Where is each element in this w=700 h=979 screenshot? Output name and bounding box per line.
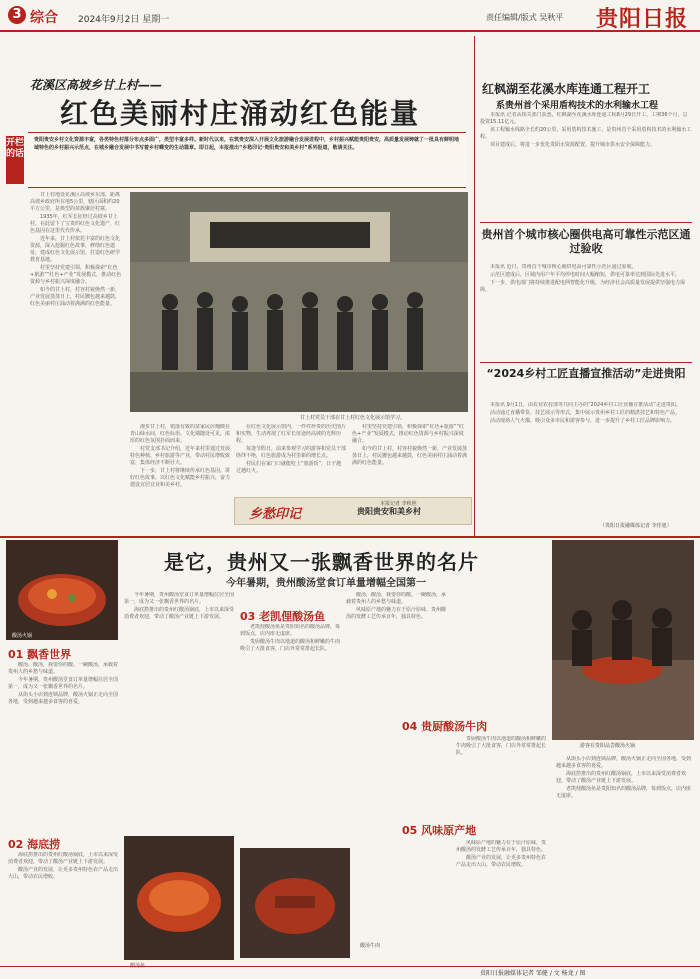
right-top-body: [480, 112, 692, 216]
main-photo-caption: 甘上村党员干部在甘上村红色文化展示馆学习。: [300, 415, 406, 421]
feature-item-03: [240, 608, 325, 624]
paragraph: 从街头小店到连锁品牌，酸汤火锅正走向全国各地，受到越来越多食客的喜爱。: [8, 692, 118, 705]
banner-subtitle: 贵阳贵安和美乡村: [357, 507, 421, 516]
column-divider: [474, 36, 475, 536]
item-number: 05: [402, 824, 418, 837]
feature-body-col5: [456, 736, 550, 796]
feature-item-02: [8, 836, 60, 852]
right-bottom-headline: “2024乡村工匠直播宣推活动”走进贵阳: [486, 367, 686, 380]
feature-caption-4: 游客在贵阳品尝酸汤火锅: [580, 743, 636, 749]
paragraph: 海底捞推出的贵州红酸汤锅底，上市以来深受消费者欢迎，带动了酸汤产业链上下游发展。: [8, 852, 118, 865]
paragraph: 活动现场人气火爆，吸引众多市民和游客参与，进一步提升了乡村工匠品牌影响力。: [490, 418, 676, 424]
main-body-col2: [130, 424, 230, 494]
feature-photo-hotpot: [6, 540, 118, 640]
section-name: 综合: [30, 10, 58, 26]
paragraph: 海底捞推出的贵州红酸汤锅底，上市以来深受消费者欢迎，带动了酸汤产业链上下游发展。: [124, 607, 234, 620]
paragraph: 该工程输水线路全长约20公里，采用盾构技术施工，是贵州首个采用盾构技术的水利输水工程。: [480, 127, 692, 140]
section-rule: [480, 362, 692, 363]
feature-body-col1b: [8, 852, 118, 962]
feature-body-col3: [240, 624, 340, 844]
feature-item-01: [8, 646, 71, 662]
main-headline: 红色美丽村庄涌动红色能量: [60, 97, 421, 130]
issue-date: 2024年9月2日 星期一: [78, 15, 170, 25]
banner-title: 乡愁印记: [249, 507, 302, 522]
right-mid-body: [480, 264, 692, 356]
series-banner: [234, 497, 472, 525]
paragraph: 如今的甘上村，村容村貌焕然一新，产业发展蒸蒸日上，村民腰包越来越鼓，红色美丽村庄涌动着满满的红色能量。: [30, 287, 121, 307]
item-title: 贵厨酸汤牛肉: [421, 720, 488, 733]
fish-photo-illustration: [124, 836, 234, 960]
paragraph: 在红色文化展示馆内，一件件珍贵的历史图片和实物，生动再现了红军长征途经高坡的光辉历程。: [236, 424, 346, 444]
paragraph: 甘上村地处花溪区高坡乡东部，距离高坡乡政府所在地5公里，辖区面积约20平方公里，是典型的苗族聚居村寨。: [30, 192, 121, 212]
main-byline: 本报记者 李秋艳: [380, 501, 417, 507]
paragraph: 酸汤产业的发展，让更多贵州特色农产品走出大山，带动农民增收。: [456, 855, 547, 868]
main-body-col3: [236, 424, 346, 494]
feature-caption-2: 酸汤鱼: [130, 963, 146, 969]
paragraph: 下一步，甘上村将继续传承红色基因，讲好红色故事，以红色文化赋能乡村振兴，奋力建设宜居宜业和美乡村。: [130, 468, 230, 488]
paragraph: 今年暑期，贵州酸汤堂食订单量增幅位居全国第一，成为又一张飘香世界的名片。: [8, 677, 118, 690]
item-title: 海底捞: [27, 838, 61, 851]
paragraph: 酸汤，酸汤，我要你的酸。一碗酸汤，承载着贵州人的乡愁与味道。: [346, 592, 447, 605]
village-photo-illustration: [130, 192, 468, 412]
paragraph: 本报讯 近日，贵州首个城市核心圈供电高可靠性示范区通过验收。: [490, 264, 637, 270]
feature-item-05: [402, 822, 476, 838]
paragraph: 贵厨酸汤牛肉以地道的酸汤和鲜嫩的牛肉吸引了大批食客，门店外常常排起长队。: [456, 736, 547, 756]
page-footer: [0, 966, 700, 979]
item-title: 风味原产地: [421, 824, 477, 837]
hotpot-photo-illustration: [6, 540, 118, 640]
paragraph: 下一步，供电部门将持续推进配电网智能化升级，为经济社会高质量发展提供坚强电力保障。: [480, 280, 686, 293]
item-number: 02: [8, 838, 24, 851]
right-bottom-byline: （贵阳日报融媒体记者 李佳旭）: [600, 523, 672, 529]
item-number: 01: [8, 648, 24, 661]
feature-body-col2: [124, 592, 234, 760]
editor-credit: 责任编辑/版式 吴秋平: [486, 13, 564, 22]
right-bottom-body: [480, 402, 692, 520]
main-photo: [130, 192, 468, 412]
paragraph: 今年暑期，贵州酸汤堂食订单量增幅位居全国第一，成为又一张飘香世界的名片。: [124, 592, 234, 605]
paragraph: 如今的甘上村，村容村貌焕然一新，产业发展蒸蒸日上，村民腰包越来越鼓，红色美丽村庄涌动着满满的红色能量。: [352, 446, 468, 466]
paragraph: 老凯俚酸汤鱼是贵阳知名的酸汤品牌，每到饭点，店内座无虚席。: [556, 786, 692, 799]
footer-credit: 贵阳日报融媒体记者 邹健 / 文 杨龙 / 图: [480, 970, 586, 977]
section-rule: [480, 222, 692, 223]
feature-body-col6: [456, 840, 550, 960]
feature-caption-1: 酸汤火锅: [12, 633, 33, 639]
diners-photo-illustration: [552, 540, 694, 740]
main-body-col4: [352, 424, 468, 494]
item-title: 老凯俚酸汤鱼: [259, 610, 326, 623]
main-body-col1: [30, 192, 124, 492]
paragraph: 本报讯 9月1日，由农业农村部等共同主办的“2024乡村工匠直播宣推活动”走进贵阳。: [490, 402, 681, 408]
paragraph: 酸汤产业的发展，让更多贵州特色农产品走出大山，带动农民增收。: [8, 867, 118, 880]
paragraph: 风味原产地的魅力在于原汁原味，贵州酸汤的发酵工艺传承百年，独具特色。: [456, 840, 547, 853]
paragraph: 从街头小店到连锁品牌，酸汤火锅正走向全国各地，受到越来越多食客的喜爱。: [556, 756, 692, 769]
paragraph: 老凯俚酸汤鱼是贵阳知名的酸汤品牌，每到饭点，店内座无虚席。: [240, 624, 340, 637]
main-kicker: 花溪区高坡乡甘上村——: [30, 78, 163, 92]
paragraph: 漫步甘上村，错落有致的苗家民居掩映在青山绿水间，红色标语、文化墙随处可见，浓厚的红色氛围扑面而来。: [130, 424, 230, 444]
feature-photo-beef: [240, 848, 350, 958]
paragraph: 项目建成后，将进一步优化贵阳水资源配置，提升城市供水安全保障能力。: [490, 142, 656, 148]
feature-item-04: [402, 718, 487, 734]
paragraph: 酸汤，酸汤，我要你的酸。一碗酸汤，承载着贵州人的乡愁与味道。: [8, 662, 118, 675]
intro-text: 贵阳贵安乡村文化资源丰富，各类特色村落分布点多面广，类型丰富多样。新时代以来，在筑贵安深入开展文化旅游融合发展进程中，乡村振兴赋能贵阳贵安，高质量发展铸就了一批具有鲜明地域特色的乡村振兴示范点，在城乡融合发展中书写着乡村蝶变的生动篇章。即日起，本报推出“乡愁印记·贵阳贵安和美乡村”系列报道，敬请关注。: [34, 137, 460, 151]
feature-body-col7: [556, 756, 694, 956]
paragraph: 1935年，红军长征经过高坡乡甘上村，在此留下了宝贵的红色文化遗产，红色基因在这里代代传承。: [30, 214, 121, 234]
intro-label: 开栏的话: [6, 136, 24, 184]
feature-top-rule: [0, 536, 700, 538]
feature-body-col1: [8, 662, 118, 830]
feature-subhead: 今年暑期，贵州酸汤堂食订单量增幅全国第一: [226, 578, 426, 589]
paragraph: 活动通过直播带货、技艺展示等形式，集中展示贵州乡村工匠的精湛技艺和特色产品。: [490, 410, 681, 416]
paragraph: 风味原产地的魅力在于原汁原味，贵州酸汤的发酵工艺传承百年，独具特色。: [346, 607, 447, 620]
feature-photo-diners: [552, 540, 694, 740]
right-top-subhead: 系贵州首个采用盾构技术的水利输水工程: [496, 101, 659, 111]
item-number: 03: [240, 610, 256, 623]
paragraph: 近年来，甘上村依托丰富的红色文化资源，深入挖掘红色故事，修缮红色遗址，建成红色文化展示馆，打造红色研学教育基地。: [30, 236, 121, 263]
paragraph: 村党支部书记介绍，近年来村里通过发展特色种植、乡村旅游等产业，带动村民增收致富，集体经济不断壮大。: [130, 446, 230, 466]
paragraph: 海底捞推出的贵州红酸汤锅底，上市以来深受消费者欢迎，带动了酸汤产业链上下游发展。: [556, 771, 687, 784]
paragraph: 示范区建成后，区域内用户年平均停电时间大幅缩短，供电可靠率达到国际先进水平。: [490, 272, 681, 278]
paragraph: 每逢节假日，前来参观学习的游客和党员干部络绎不绝，红色旅游成为村里新的增长点。: [236, 446, 346, 459]
paragraph: 贵厨酸汤牛肉以地道的酸汤和鲜嫩的牛肉吸引了大批食客，门店外常常排起长队。: [240, 639, 340, 652]
paragraph: 村里坚持党建引领，积极探索“红色+旅游”“红色+产业”发展模式，推动红色资源与乡村振兴深度融合。: [352, 424, 464, 444]
newspaper-logo: 贵阳日报: [596, 6, 689, 32]
page-number: 3: [8, 6, 26, 24]
item-title: 飘香世界: [27, 648, 72, 661]
right-mid-headline: 贵州首个城市核心圈供电高可靠性示范区通过验收: [481, 228, 691, 255]
beef-photo-illustration: [240, 848, 350, 958]
feature-photo-fish: [124, 836, 234, 960]
paragraph: 村民们在家门口就能吃上“旅游饭”，日子越过越红火。: [236, 461, 342, 474]
feature-caption-3: 酸汤牛肉: [360, 943, 381, 949]
right-top-headline: 红枫湖至花溪水库连通工程开工: [482, 82, 651, 96]
paragraph: 村里坚持党建引领，积极探索“红色+旅游”“红色+产业”发展模式，推动红色资源与乡村振兴深度融合。: [30, 265, 122, 285]
paragraph: 本报讯 记者从相关部门获悉，红枫湖至花溪水库连通工程8月29日开工，工期36个月，总投资15.11亿元。: [480, 112, 688, 125]
feature-headline: 是它，贵州又一张飘香世界的名片: [164, 550, 479, 574]
item-number: 04: [402, 720, 418, 733]
